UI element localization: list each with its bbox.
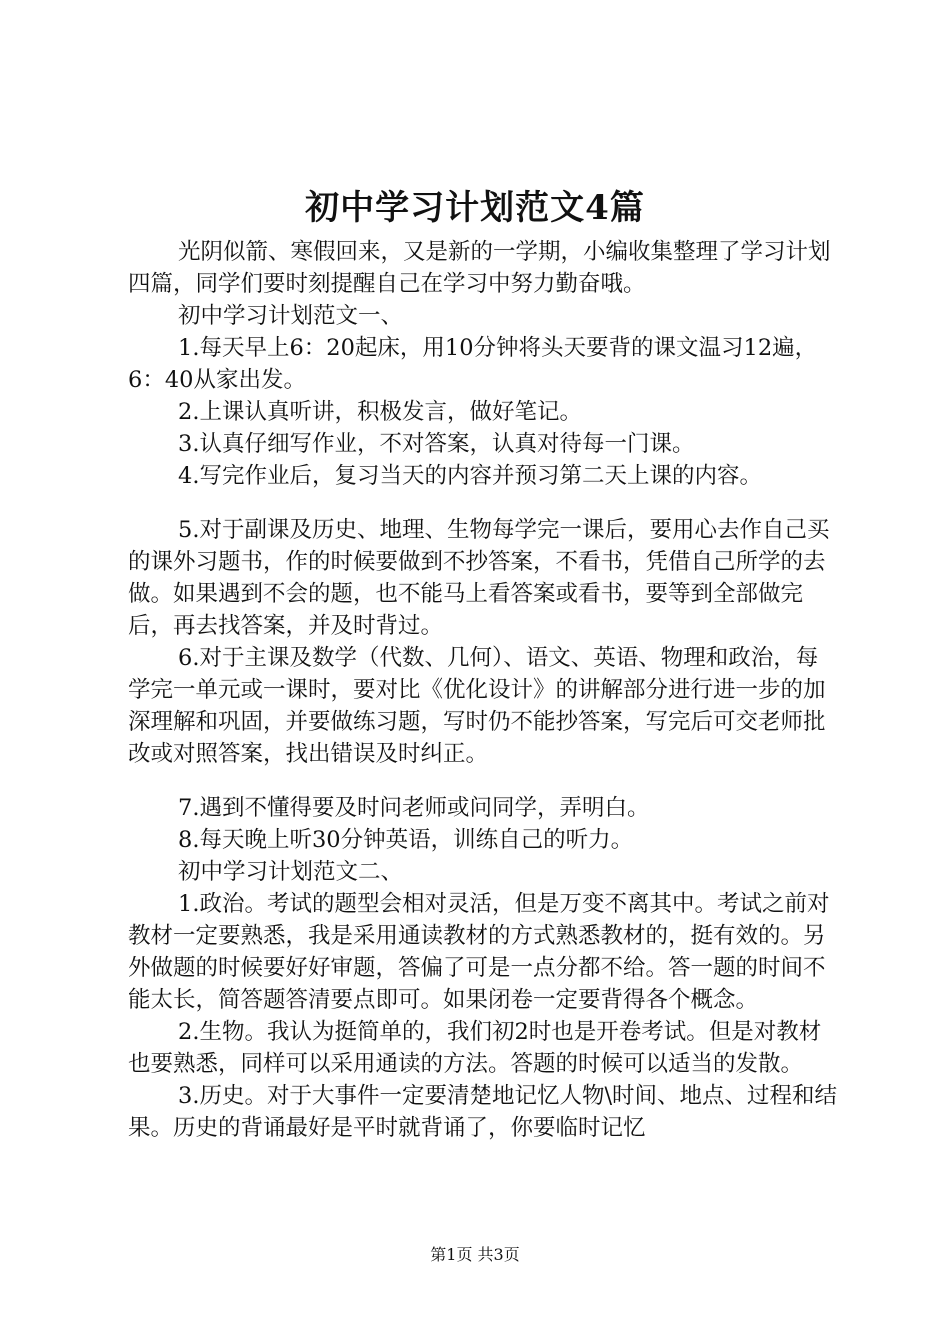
- page-footer: 第1页 共3页: [430, 1245, 520, 1264]
- list-item: 3.历史。对于大事件一定要清楚地记忆人物\时间、地点、过程和结果。历史的背诵最好是平时就背诵了，你要临时记忆: [128, 1083, 838, 1141]
- section-heading-2: 初中学习计划范文二、: [178, 859, 404, 885]
- list-item: 6.对于主课及数学（代数、几何）、语文、英语、物理和政治，每学完一单元或一课时，要对比《优化设计》的讲解部分进行进一步的加深理解和巩固，并要做练习题，写时仍不能抄答案，写完后可交老师批改或对照答案，找出错误及时纠正。: [128, 645, 826, 767]
- list-item: 4.写完作业后，复习当天的内容并预习第二天上课的内容。: [178, 463, 762, 489]
- list-item: 1.每天早上6：20起床，用10分钟将头天要背的课文温习12遍，6：40从家出发。: [128, 335, 818, 393]
- list-item: 7.遇到不懂得要及时问老师或问同学，弄明白。: [178, 795, 650, 821]
- list-item: 3.认真仔细写作业，不对答案，认真对待每一门课。: [178, 431, 695, 457]
- document-title: 初中学习计划范文4篇: [305, 188, 645, 228]
- paragraph-intro: 光阴似箭、寒假回来，又是新的一学期，小编收集整理了学习计划四篇，同学们要时刻提醒自己在学习中努力勤奋哦。: [128, 239, 831, 297]
- document-body: [128, 236, 840, 1144]
- list-item: 2.生物。我认为挺简单的，我们初2时也是开卷考试。但是对教材也要熟悉，同样可以采用通读的方法。答题的时候可以适当的发散。: [128, 1019, 822, 1077]
- list-item: 2.上课认真听讲，积极发言，做好笔记。: [178, 399, 582, 425]
- list-item: 8.每天晚上听30分钟英语，训练自己的听力。: [178, 827, 634, 853]
- list-item: 1.政治。考试的题型会相对灵活，但是万变不离其中。考试之前对教材一定要熟悉，我是采用通读教材的方式熟悉教材的，挺有效的。另外做题的时候要好好审题，答偏了可是一点分都不给。答一题的时间不能太长，简答题答清要点即可。如果闭卷一定要背得各个概念。: [128, 891, 830, 1013]
- list-item: 5.对于副课及历史、地理、生物每学完一课后，要用心去作自己买的课外习题书，作的时候要做到不抄答案，不看书，凭借自己所学的去做。如果遇到不会的题，也不能马上看答案或看书，要等到全部做完后，再去找答案，并及时背过。: [128, 517, 830, 639]
- section-heading-1: 初中学习计划范文一、: [178, 303, 404, 329]
